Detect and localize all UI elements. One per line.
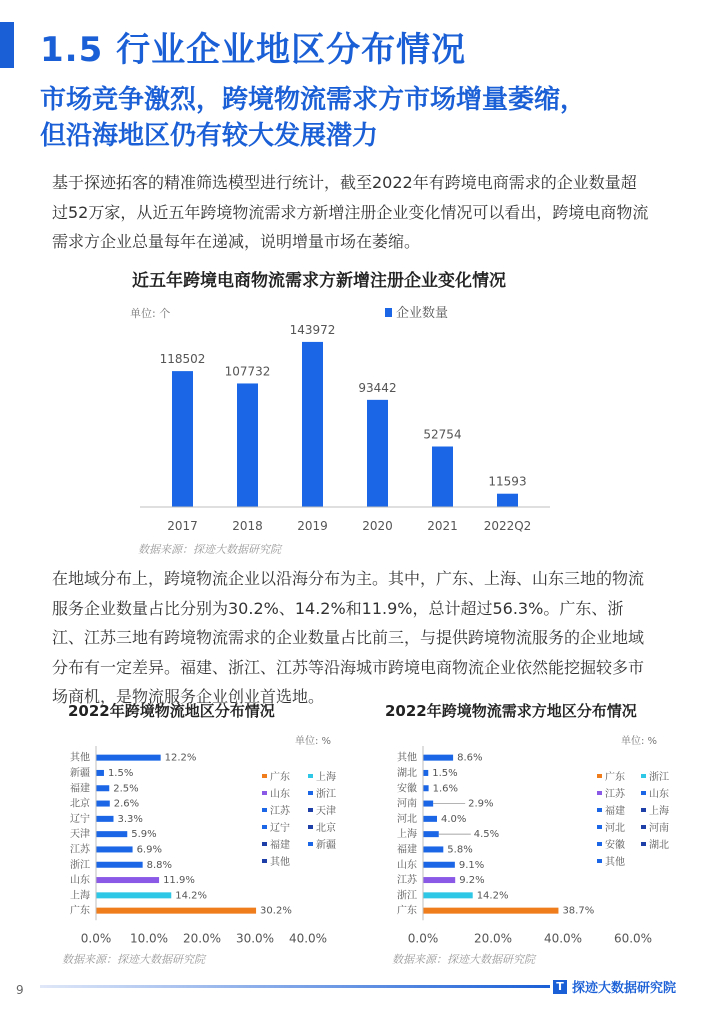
bar <box>96 892 171 898</box>
unit-label: 单位: % <box>295 736 332 747</box>
section-accent-bar <box>0 22 14 68</box>
bar <box>367 400 388 507</box>
page-number: 9 <box>16 983 24 997</box>
y-category-label: 福建 <box>397 844 417 856</box>
bar <box>96 877 159 883</box>
y-category-label: 河北 <box>397 813 417 825</box>
bar-value-label: 118502 <box>159 352 206 367</box>
y-category-label: 浙江 <box>397 890 417 902</box>
bar <box>423 892 473 898</box>
y-category-label: 浙江 <box>70 859 90 871</box>
subtitle-line-1: 市场竞争激烈，跨境物流需求方市场增量萎缩， <box>40 85 587 115</box>
legend-swatch <box>262 808 267 812</box>
bar-value-label: 143972 <box>289 322 336 337</box>
bar <box>96 785 109 791</box>
legend-label: 天津 <box>316 806 336 817</box>
legend-label: 河南 <box>649 823 669 834</box>
bar-value-label: 5.9% <box>131 829 157 841</box>
y-category-label: 其他 <box>397 752 417 764</box>
bar <box>423 801 433 807</box>
bar-value-label: 52754 <box>423 427 462 442</box>
x-tick-label: 0.0% <box>80 931 112 945</box>
legend-swatch <box>308 774 313 778</box>
y-category-label: 山东 <box>70 875 90 887</box>
demand-region-source: 数据来源：探迹大数据研究院 <box>392 953 535 966</box>
footer-rule <box>40 985 550 988</box>
x-tick-label: 2017 <box>167 519 198 533</box>
footer-brand <box>553 977 676 996</box>
section-subtitle <box>40 82 690 154</box>
bar <box>96 801 110 807</box>
brand-logo-icon: T <box>553 980 567 994</box>
y-category-label: 湖北 <box>397 767 417 779</box>
legend-label: 山东 <box>270 789 290 800</box>
y-category-label: 江苏 <box>397 875 417 887</box>
x-tick-label: 30.0% <box>235 931 275 945</box>
bar-value-label: 8.6% <box>457 752 483 764</box>
legend-label: 河北 <box>605 823 625 834</box>
demand-region-chart <box>375 730 685 945</box>
legend-swatch <box>308 825 313 829</box>
bar-value-label: 2.6% <box>113 798 140 810</box>
bar-value-label: 107732 <box>224 364 271 379</box>
bar <box>96 755 161 761</box>
legend-label: 江苏 <box>270 806 290 817</box>
legend-label: 新疆 <box>316 840 336 851</box>
bar <box>96 816 113 822</box>
bar-value-label: 11.9% <box>163 875 195 887</box>
legend-swatch <box>262 774 267 778</box>
bar <box>96 831 127 837</box>
bar-value-label: 1.6% <box>432 783 459 795</box>
bar-value-label: 1.5% <box>107 767 134 779</box>
legend-swatch <box>597 808 602 812</box>
bar <box>96 770 104 776</box>
y-category-label: 其他 <box>70 752 90 764</box>
legend-label: 企业数量 <box>396 306 449 321</box>
y-category-label: 天津 <box>70 829 90 841</box>
legend-label: 其他 <box>270 857 290 868</box>
legend-swatch <box>308 791 313 795</box>
bar-value-label: 38.7% <box>562 905 595 917</box>
x-tick-label: 2019 <box>297 519 328 533</box>
bar-value-label: 14.2% <box>175 890 208 902</box>
bar <box>172 371 193 507</box>
legend-label: 湖北 <box>649 840 669 851</box>
y-category-label: 北京 <box>70 798 90 810</box>
logistics-region-chart-title: 2022年跨境物流地区分布情况 <box>68 702 275 720</box>
y-category-label: 上海 <box>397 829 417 841</box>
legend-label: 广东 <box>605 772 625 783</box>
y-category-label: 山东 <box>397 859 417 871</box>
y-category-label: 江苏 <box>70 844 90 856</box>
legend-label: 广东 <box>270 772 290 783</box>
bar <box>423 846 443 852</box>
intro-paragraph: 基于探迹拓客的精准筛选模型进行统计，截至2022年有跨境电商需求的企业数量超过52万家，从近五年跨境物流需求方新增注册企业变化情况可以看出，跨境电商物流需求方企业总量每年在递减，说明增量市场在萎缩。 <box>52 173 649 251</box>
bar-value-label: 93442 <box>358 380 397 395</box>
legend-label: 山东 <box>649 789 669 800</box>
legend-label: 江苏 <box>605 789 625 800</box>
legend-swatch <box>641 808 646 812</box>
legend-swatch <box>597 842 602 846</box>
legend-swatch <box>262 791 267 795</box>
bar <box>423 831 439 837</box>
x-tick-label: 2020 <box>362 519 393 533</box>
legend-label: 浙江 <box>649 772 669 783</box>
x-tick-label: 40.0% <box>288 931 328 945</box>
bar-value-label: 11593 <box>488 474 527 489</box>
legend-swatch <box>597 859 602 863</box>
x-tick-label: 10.0% <box>129 931 169 945</box>
x-tick-label: 40.0% <box>543 931 583 945</box>
legend-label: 上海 <box>649 806 669 817</box>
x-tick-label: 20.0% <box>473 931 513 945</box>
legend-label: 其他 <box>605 857 625 868</box>
bar-value-label: 2.5% <box>113 783 139 795</box>
bar <box>423 785 429 791</box>
y-category-label: 上海 <box>70 890 90 902</box>
bar <box>423 816 437 822</box>
bar-value-label: 9.2% <box>459 875 485 887</box>
bar-value-label: 5.8% <box>447 844 473 856</box>
bar-value-label: 1.5% <box>432 767 458 779</box>
legend-swatch <box>262 825 267 829</box>
demand-region-chart-title: 2022年跨境物流需求方地区分布情况 <box>385 702 637 720</box>
x-tick-label: 2022Q2 <box>483 519 532 533</box>
logistics-region-chart <box>50 730 350 945</box>
legend-swatch <box>597 774 602 778</box>
bar-value-label: 9.1% <box>458 859 485 871</box>
bar <box>302 342 323 507</box>
bar-value-label: 4.5% <box>473 829 500 841</box>
legend-label: 安徽 <box>605 840 625 851</box>
x-tick-label: 20.0% <box>182 931 222 945</box>
y-category-label: 广东 <box>70 905 90 917</box>
region-paragraph: 在地域分布上，跨境物流企业以沿海分布为主。其中，广东、上海、山东三地的物流服务企业数量占比分别为30.2%、14.2%和11.9%，总计超过56.3%。广东、浙江、江苏三地有跨境物流需求的企业数量占比前三，与提供跨境物流服务的企业地域分布有一定差异。福建、浙江、江苏等沿海城市跨境电商物流企业依然能挖掘较多市场商机，是物流服务企业创业首选地。 <box>52 569 645 706</box>
bar <box>423 908 558 914</box>
bar-value-label: 14.2% <box>476 890 509 902</box>
legend-swatch <box>385 308 392 317</box>
legend-label: 福建 <box>605 806 625 817</box>
bar-chart-source: 数据来源：探迹大数据研究院 <box>138 543 281 556</box>
bar <box>423 862 455 868</box>
legend-swatch <box>262 859 267 863</box>
y-category-label: 安徽 <box>397 783 417 795</box>
legend-label: 北京 <box>316 823 336 834</box>
legend-swatch <box>641 842 646 846</box>
legend-label: 辽宁 <box>270 823 290 834</box>
y-category-label: 新疆 <box>70 767 90 779</box>
legend-swatch <box>641 791 646 795</box>
legend-swatch <box>308 808 313 812</box>
bar <box>237 383 258 507</box>
logistics-region-source: 数据来源：探迹大数据研究院 <box>62 953 205 966</box>
bar-value-label: 30.2% <box>260 905 292 917</box>
x-tick-label: 60.0% <box>613 931 653 945</box>
bar <box>96 908 256 914</box>
bar <box>423 770 428 776</box>
bar-value-label: 4.0% <box>441 813 467 825</box>
y-category-label: 广东 <box>397 905 417 917</box>
yearly-bar-chart <box>120 295 580 540</box>
legend-swatch <box>597 791 602 795</box>
bar <box>423 755 453 761</box>
bar <box>432 447 453 507</box>
y-category-label: 福建 <box>70 783 90 795</box>
brand-name: 探迹大数据研究院 <box>572 981 677 996</box>
x-tick-label: 2018 <box>232 519 263 533</box>
y-category-label: 辽宁 <box>70 813 90 825</box>
bar <box>497 494 518 507</box>
bar-value-label: 6.9% <box>136 844 162 856</box>
unit-label: 单位: % <box>621 736 658 747</box>
legend-label: 上海 <box>316 772 336 783</box>
bar <box>423 877 455 883</box>
bar-value-label: 8.8% <box>146 859 173 871</box>
legend-swatch <box>641 825 646 829</box>
legend-swatch <box>641 774 646 778</box>
bar-value-label: 3.3% <box>117 813 143 825</box>
bar <box>96 846 133 852</box>
subtitle-line-2: 但沿海地区仍有较大发展潜力 <box>40 121 379 151</box>
legend-swatch <box>597 825 602 829</box>
legend-swatch <box>262 842 267 846</box>
legend-swatch <box>308 842 313 846</box>
bar-value-label: 2.9% <box>468 798 494 810</box>
bar-value-label: 12.2% <box>164 752 197 764</box>
section-title: 1.5 行业企业地区分布情况 <box>40 30 467 70</box>
x-tick-label: 0.0% <box>407 931 439 945</box>
legend-label: 福建 <box>270 840 290 851</box>
bar <box>96 862 143 868</box>
bar-chart-title: 近五年跨境电商物流需求方新增注册企业变化情况 <box>132 271 506 291</box>
y-category-label: 河南 <box>397 798 417 810</box>
x-tick-label: 2021 <box>427 519 458 533</box>
y-unit-label: 单位: 个 <box>130 307 171 320</box>
legend-label: 浙江 <box>316 789 336 800</box>
